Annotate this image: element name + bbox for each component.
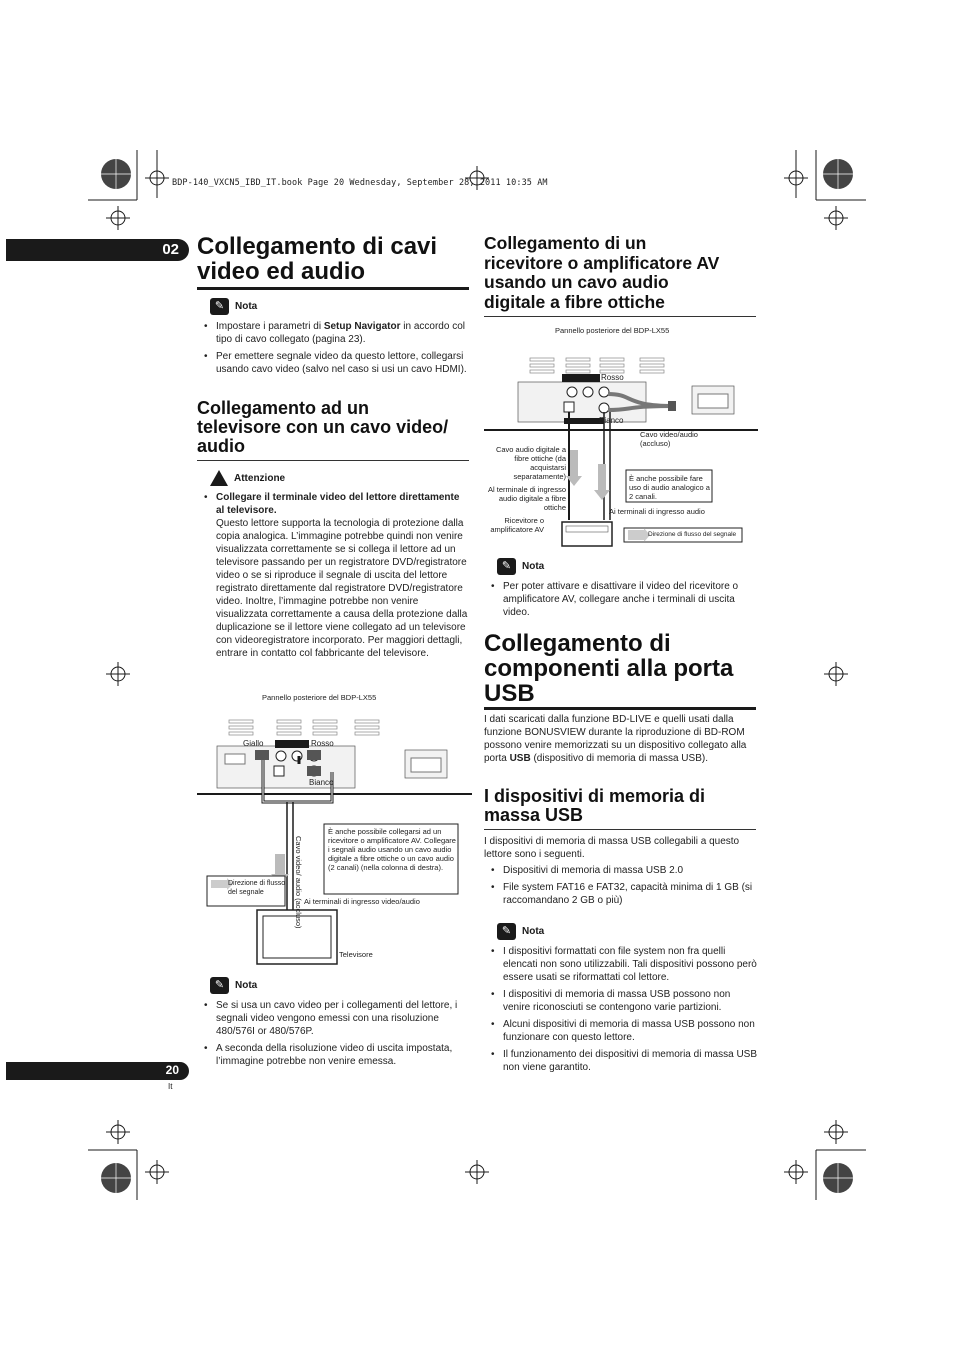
label-cable: Cavo video/ audio (accluso) bbox=[294, 836, 303, 929]
label-inputs: Ai terminali di ingresso video/audio bbox=[304, 897, 420, 906]
page-number: 20 bbox=[165, 1063, 179, 1077]
label-receiver: Ricevitore o amplificatore AV bbox=[490, 516, 544, 534]
list-item: • A seconda della risoluzione video di uscita impostata, l’immagine potrebbe non venire emessa. bbox=[198, 1042, 470, 1068]
diagram-caption: Pannello posteriore del BDP-LX55 bbox=[262, 693, 377, 702]
note-list bbox=[198, 320, 470, 380]
list-item: • I dispositivi di memoria di massa USB possono non venire riconosciuti se contengono varie partizioni. bbox=[485, 988, 757, 1014]
label-rosso: Rosso bbox=[311, 739, 334, 748]
list-item: • I dispositivi formattati con file system non fra quelli elencati non sono utilizzabili. Tali dispositivi possono però essere usati se riformattati col lettore. bbox=[485, 945, 757, 984]
label-cable: Cavo video/audio (accluso) bbox=[640, 430, 698, 448]
note-list bbox=[485, 580, 757, 623]
label-bianco: Bianco bbox=[599, 416, 624, 425]
note-heading: ✎ Nota bbox=[497, 923, 544, 940]
label-flow: Direzione di flusso del segnale bbox=[228, 880, 286, 896]
page-number-tab bbox=[6, 1062, 189, 1080]
print-slug: BDP-140_VXCN5_IBD_IT.book Page 20 Wednesday, September 28, 2011 10:35 AM bbox=[172, 178, 548, 188]
label-optical: Cavo audio digitale a fibre ottiche (da acquistarsi separatamente) bbox=[495, 445, 566, 481]
section-title: I dispositivi di memoria di massa USB bbox=[484, 786, 706, 825]
note-list bbox=[198, 999, 470, 1072]
label-rosso: Rosso bbox=[601, 373, 624, 382]
note-list bbox=[485, 945, 757, 1078]
section-title: Collegamento ad un televisore con un cavo video/ audio bbox=[197, 398, 449, 456]
callout-text: È anche possibile collegarsi ad un ricevitore o amplificatore AV. Collegare i segnali audio usando un cavo audio digitale a fibre ottiche o un cavo audio (2 canali) (nella colonna di destra). bbox=[328, 827, 456, 872]
list-item: • Impostare i parametri di Setup Navigator in accordo col tipo di cavo collegato (pagina 23). bbox=[198, 320, 470, 346]
devices-paragraph: I dispositivi di memoria di massa USB collegabili a questo lettore sono i seguenti. bbox=[484, 836, 740, 860]
label-tv: Televisore bbox=[339, 950, 373, 959]
label-bianco: Bianco bbox=[309, 778, 334, 787]
label-flow: Direzione di flusso del segnale bbox=[648, 531, 737, 538]
warning-list bbox=[198, 491, 470, 664]
pencil-icon: ✎ bbox=[210, 977, 229, 994]
list-item: • Se si usa un cavo video per i collegamenti del lettore, i segnali video vengono emessi con una risoluzione 480/576I or 480/576P. bbox=[198, 999, 470, 1038]
list-item: • Per poter attivare e disattivare il video del ricevitore o amplificatore AV, collegare anche i terminali di uscita video. bbox=[485, 580, 757, 619]
title-line: video ed audio bbox=[197, 258, 366, 285]
pencil-icon: ✎ bbox=[210, 298, 229, 315]
note-heading: ✎ Nota bbox=[497, 558, 544, 575]
list-item: • Il funzionamento dei dispositivi di memoria di massa USB non viene garantito. bbox=[485, 1048, 757, 1074]
usb-paragraph: I dati scaricati dalla funzione BD-LIVE e quelli usati dalla funzione BONUSVIEW durante la riproduzione di BD-ROM possono venire memorizzati su un dispositivo collegato alla porta USB (dispositivo di memoria di massa USB). bbox=[484, 714, 747, 764]
devices-list bbox=[485, 864, 757, 911]
pencil-icon: ✎ bbox=[497, 558, 516, 575]
page-title bbox=[197, 234, 472, 284]
pencil-icon: ✎ bbox=[497, 923, 516, 940]
language-code: It bbox=[168, 1082, 173, 1091]
label-giallo: Giallo bbox=[243, 739, 264, 748]
list-item: • Alcuni dispositivi di memoria di massa USB possono non funzionare con questo lettore. bbox=[485, 1018, 757, 1044]
note-heading: ✎ Nota bbox=[210, 298, 257, 315]
warning-icon bbox=[210, 470, 228, 486]
diagram-caption: Pannello posteriore del BDP-LX55 bbox=[555, 326, 670, 335]
section-title: Collegamento di un ricevitore o amplificatore AV usando un cavo audio digitale a fibre ottiche bbox=[484, 233, 720, 312]
list-item: • File system FAT16 e FAT32, capacità minima di 1 GB (si raccomandano 2 GB o più) bbox=[485, 881, 757, 907]
title-line: Collegamento di cavi bbox=[197, 233, 438, 260]
page-title: Collegamento di componenti alla porta USB bbox=[484, 630, 734, 707]
chapter-number: 02 bbox=[162, 241, 179, 258]
label-inputs: Ai terminali di ingresso audio bbox=[609, 507, 705, 516]
chapter-tab bbox=[6, 239, 189, 261]
list-item: • Per emettere segnale video da questo lettore, collegarsi usando cavo video (salvo nel caso si usi un cavo HDMI). bbox=[198, 350, 470, 376]
callout-text: È anche possibile fare uso di audio analogico a 2 canali. bbox=[629, 474, 710, 501]
note-heading: ✎ Nota bbox=[210, 977, 257, 994]
list-item: • Dispositivi di memoria di massa USB 2.0 bbox=[485, 864, 757, 877]
warning-heading: Attenzione bbox=[210, 470, 285, 486]
list-item: • Collegare il terminale video del lettore direttamente al televisore. Questo lettore supporta la tecnologia di protezione dalla copia analogica. L’immagine potrebbe quindi non venire visualizzata correttamente se si collega il lettore ad un televisore passando per un registratore DVD/registratore video o se si riproduce il segnale di uscita del lettore registrato direttamente dal registratore DVD/registratore video. Inoltre, l’immagine potrebbe non venire visualizzata correttamente a causa della protezione dalla duplicazione se il lettore viene collegato ad un televisore con videoregistratore incorporato. Per maggiori dettagli, entrare in contatto col fabbricante del televisore. bbox=[198, 491, 470, 660]
label-optical-input: Al terminale di ingresso audio digitale a fibre ottiche bbox=[488, 485, 566, 512]
